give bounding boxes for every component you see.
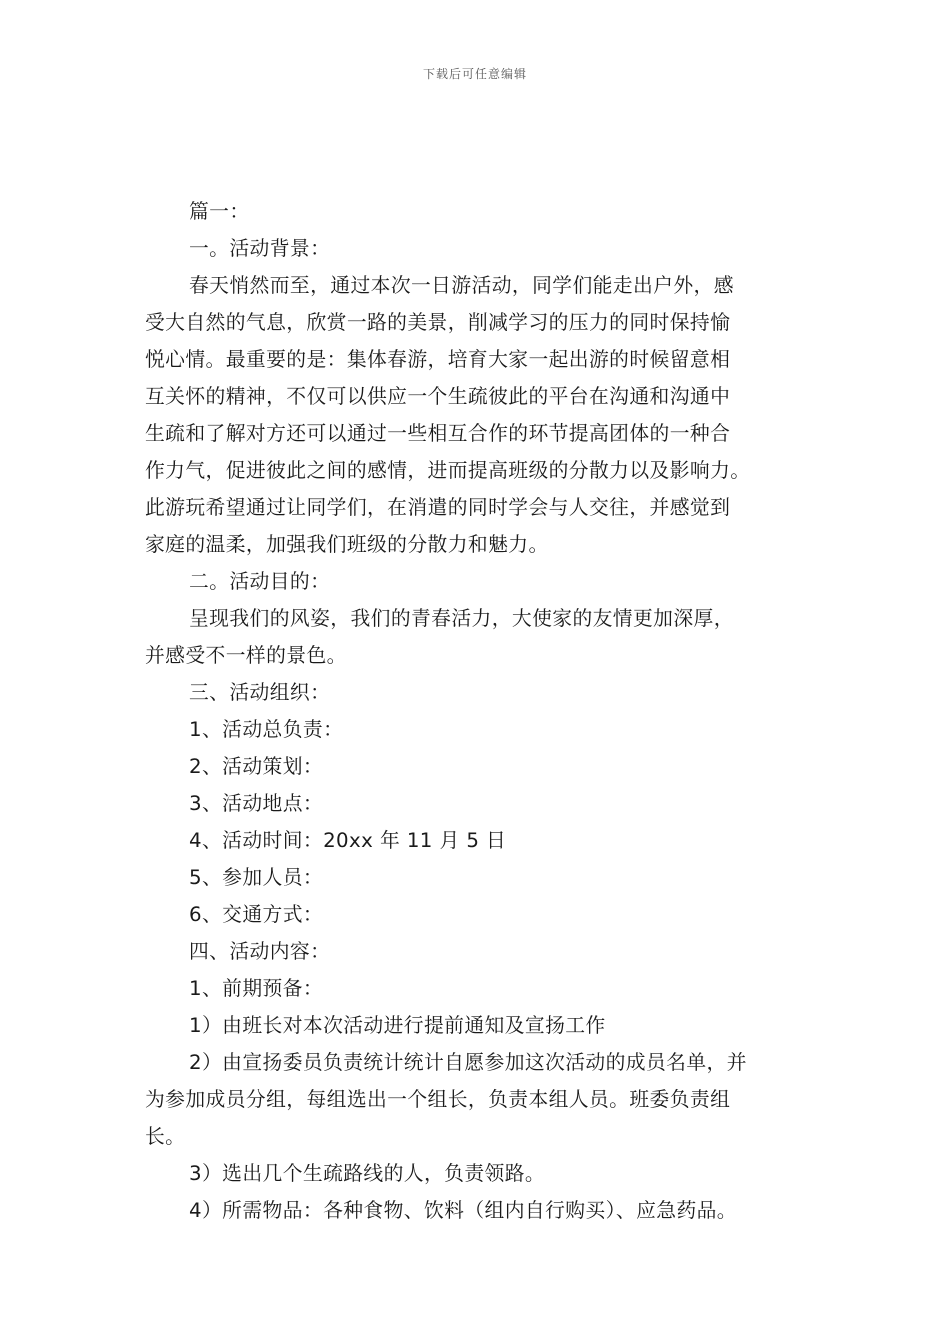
list-item: 1、活动总负责： <box>189 718 344 741</box>
paragraph-line: 悦心情。最重要的是：集体春游，培育大家一起出游的时候留意相 <box>145 348 731 371</box>
paragraph-line: 家庭的温柔，加强我们班级的分散力和魅力。 <box>145 533 549 556</box>
paragraph-line: 并感受不一样的景色。 <box>145 644 347 667</box>
list-item: 4）所需物品：各种食物、饮料（组内自行购买）、应急药品。 <box>189 1199 737 1222</box>
list-item: 2、活动策划： <box>189 755 324 778</box>
section-title: 篇一： <box>189 200 250 223</box>
paragraph-line: 春天悄然而至，通过本次一日游活动，同学们能走出户外，感 <box>189 274 734 297</box>
paragraph-line: 长。 <box>145 1125 186 1148</box>
paragraph-line: 互关怀的精神，不仅可以供应一个生疏彼此的平台在沟通和沟通中 <box>145 385 731 408</box>
heading-content: 四、活动内容： <box>189 940 331 963</box>
paragraph-line: 为参加成员分组，每组选出一个组长，负责本组人员。班委负责组 <box>145 1088 731 1111</box>
heading-purpose: 二。活动目的： <box>189 570 331 593</box>
paragraph-line: 生疏和了解对方还可以通过一些相互合作的环节提高团体的一种合 <box>145 422 731 445</box>
paragraph-line: 此游玩希望通过让同学们，在消遣的同时学会与人交往，并感觉到 <box>145 496 731 519</box>
document-body <box>145 193 845 1229</box>
list-item: 1、前期预备： <box>189 977 324 1000</box>
list-item: 1）由班长对本次活动进行提前通知及宣扬工作 <box>189 1014 606 1037</box>
paragraph-line: 作力气，促进彼此之间的感情，进而提高班级的分散力以及影响力。 <box>145 459 751 482</box>
paragraph-line: 呈现我们的风姿，我们的青春活力，大使家的友情更加深厚， <box>189 607 734 630</box>
page-header: 下载后可任意编辑 <box>422 67 527 81</box>
paragraph-line: 受大自然的气息，欣赏一路的美景，削减学习的压力的同时保持愉 <box>145 311 731 334</box>
heading-organization: 三、活动组织： <box>189 681 331 704</box>
list-item: 4、活动时间：20xx 年 11 月 5 日 <box>189 829 507 852</box>
heading-background: 一。活动背景： <box>189 237 331 260</box>
list-item: 5、参加人员： <box>189 866 324 889</box>
list-item: 3）选出几个生疏路线的人，负责领路。 <box>189 1162 546 1185</box>
list-item: 6、交通方式： <box>189 903 324 926</box>
list-item: 3、活动地点： <box>189 792 324 815</box>
paragraph-line: 2）由宣扬委员负责统计统计自愿参加这次活动的成员名单，并 <box>189 1051 747 1074</box>
